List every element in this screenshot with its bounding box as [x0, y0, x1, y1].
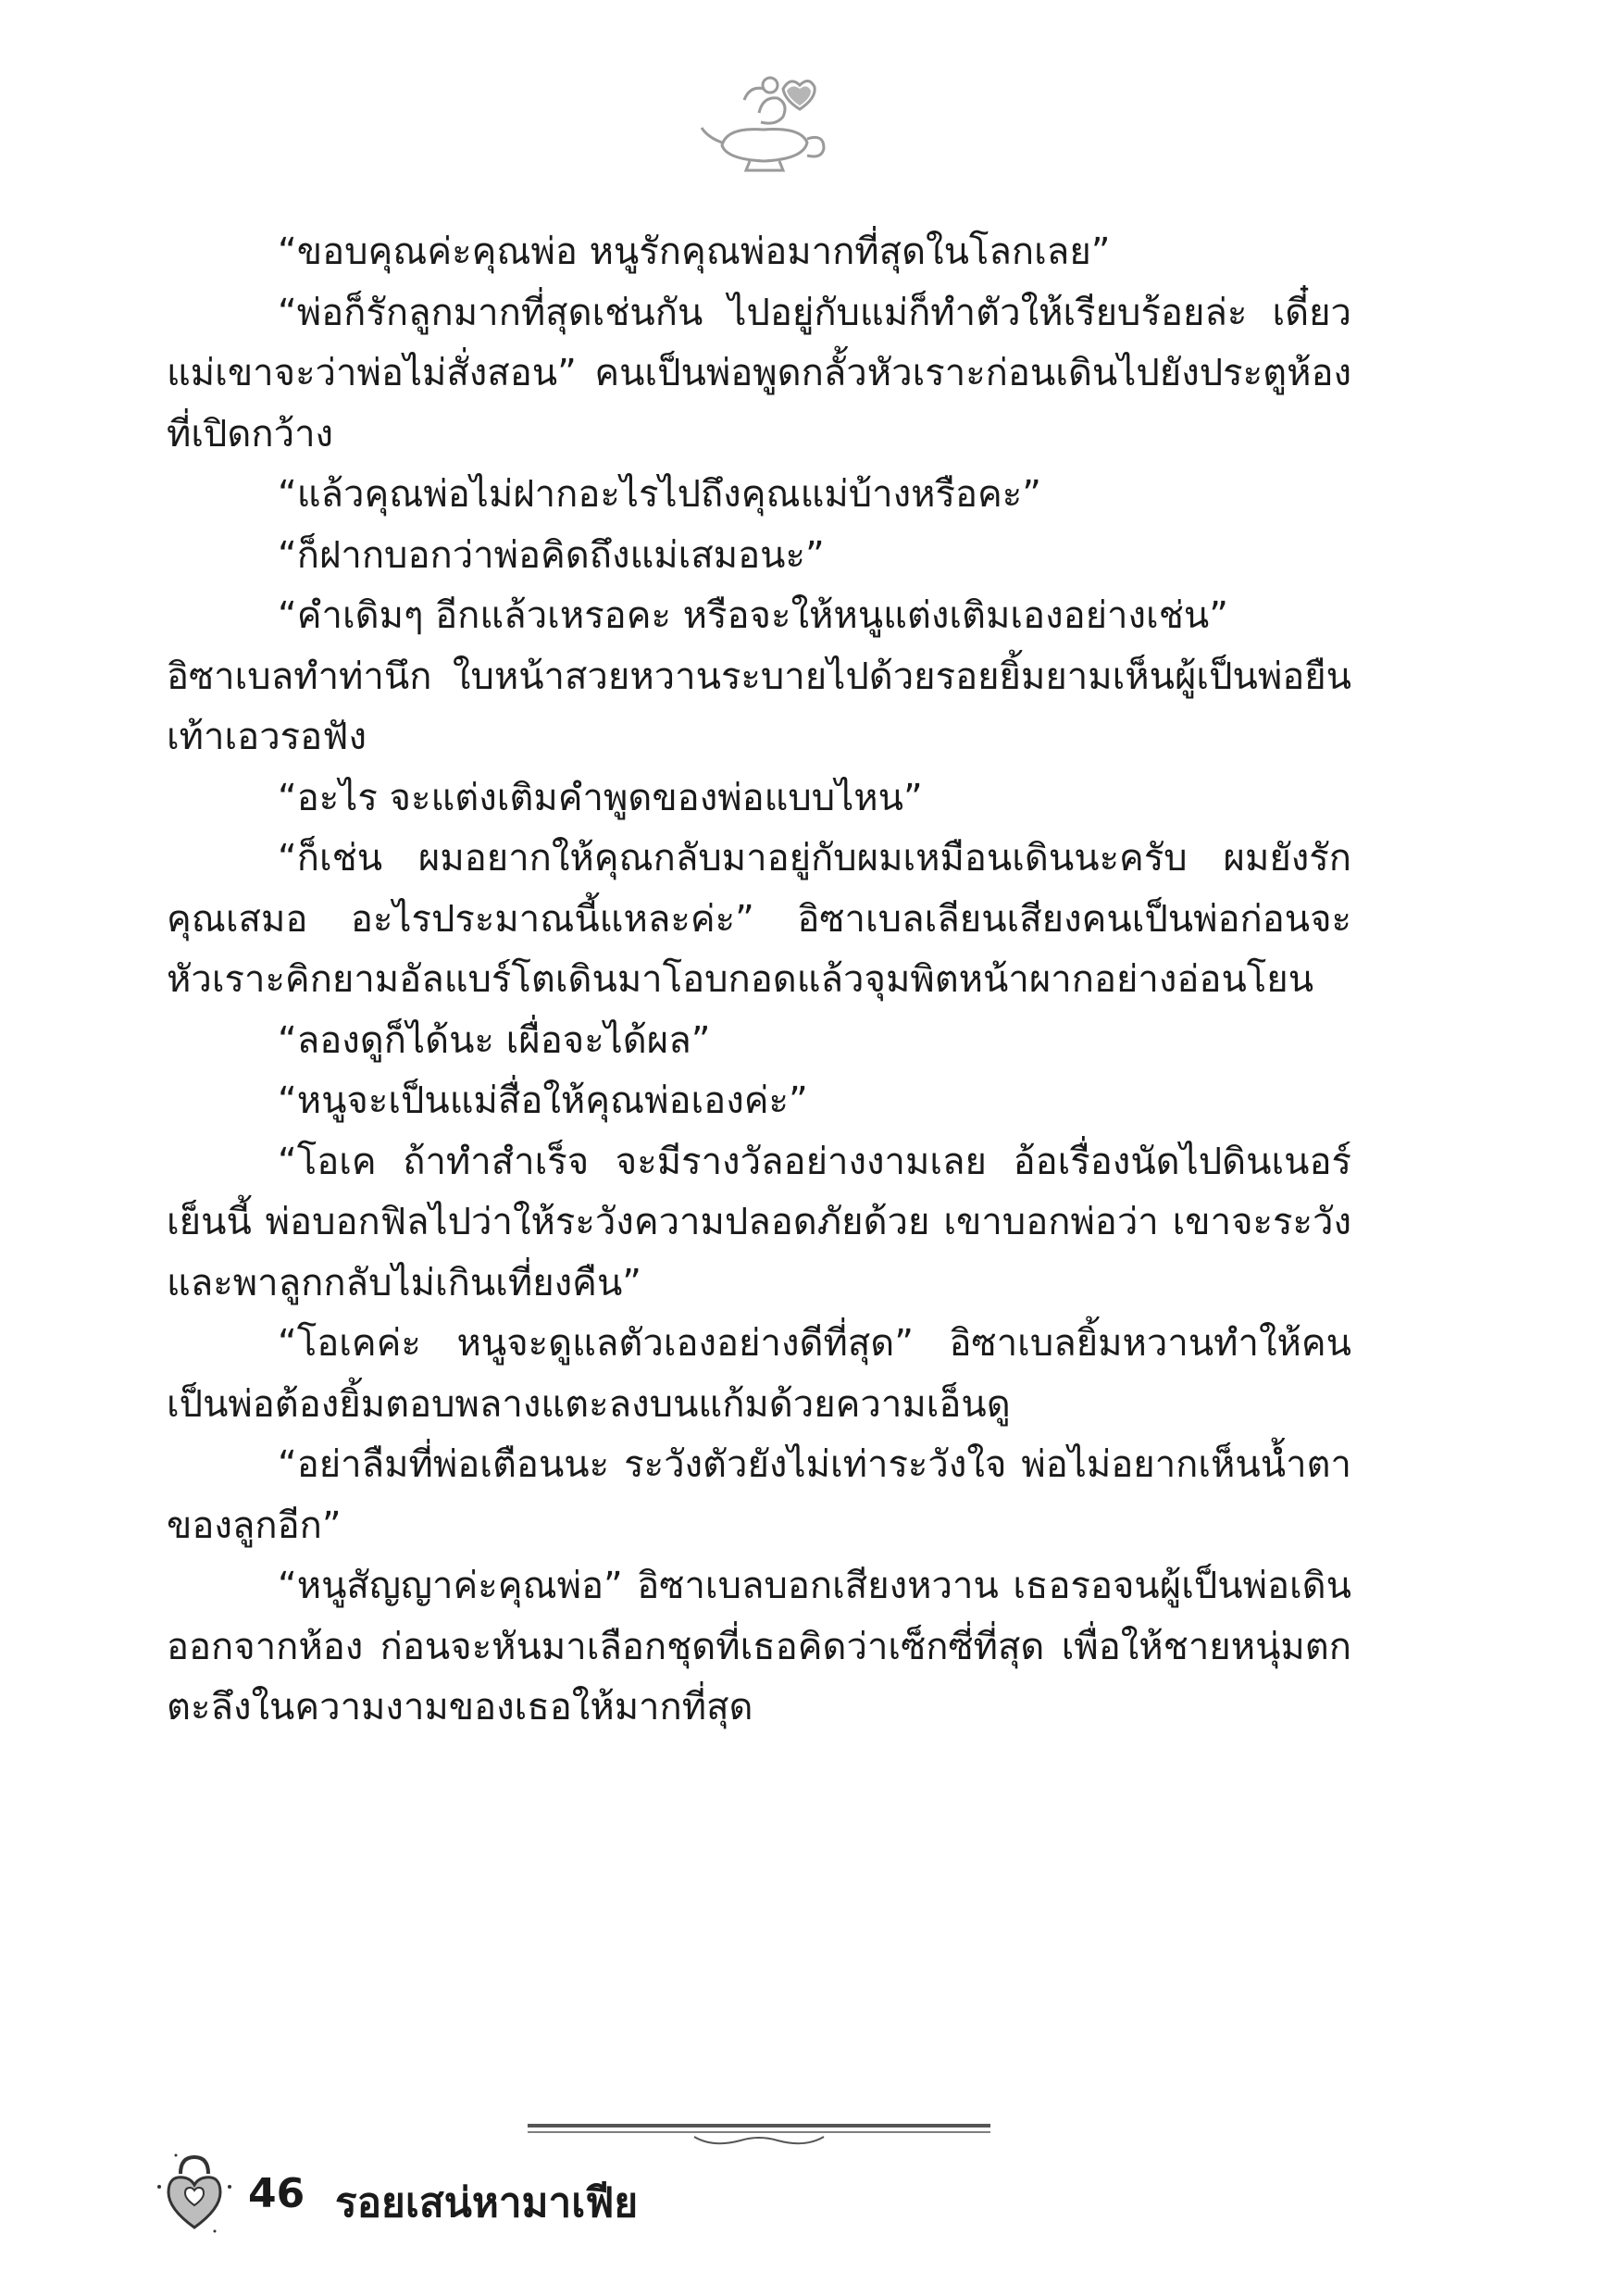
heart-lock-icon: [148, 2146, 241, 2239]
paragraph: “อะไร จะแต่งเติมคำพูดของพ่อแบบไหน”: [278, 776, 923, 819]
paragraph: “คำเดิมๆ อีกแล้วเหรอคะ หรือจะให้หนูแต่งเติมเองอย่างเช่น”: [278, 594, 1228, 637]
paragraph: “ลองดูก็ได้นะ เผื่อจะได้ผล”: [278, 1018, 711, 1062]
paragraph: “อย่าลืมที่พ่อเตือนนะ ระวังตัวยังไม่เท่าระวังใจ พ่อไม่อยากเห็นน้ำตาของลูกอีก”: [167, 1443, 1351, 1547]
footer-divider: [528, 2120, 990, 2153]
paragraph: อิซาเบลทำท่านึก ใบหน้าสวยหวานระบายไปด้วยรอยยิ้มยามเห็นผู้เป็นพ่อยืนเท้าเอวรอฟัง: [167, 655, 1351, 758]
paragraph: “แล้วคุณพ่อไม่ฝากอะไรไปถึงคุณแม่บ้างหรือคะ”: [278, 473, 1041, 516]
paragraph: “ก็ฝากบอกว่าพ่อคิดถึงแม่เสมอนะ”: [278, 533, 825, 577]
book-title: รอยเสน่หามาเฟีย: [335, 2179, 639, 2227]
paragraph: “หนูจะเป็นแม่สื่อให้คุณพ่อเองค่ะ”: [278, 1079, 808, 1122]
paragraph: “ขอบคุณค่ะคุณพ่อ หนูรักคุณพ่อมากที่สุดในโลกเลย”: [278, 231, 1111, 273]
paragraph: “โอเคค่ะ หนูจะดูแลตัวเองอย่างดีที่สุด” อิซาเบลยิ้มหวานทำให้คนเป็นพ่อต้องยิ้มตอบพลางแตะลงบนแก้มด้วยความเอ็นดู: [167, 1322, 1351, 1426]
paragraph: “หนูสัญญาค่ะคุณพ่อ” อิซาเบลบอกเสียงหวาน เธอรอจนผู้เป็นพ่อเดินออกจากห้อง ก่อนจะหันมาเลือกชุดที่เธอคิดว่าเซ็กซี่ที่สุด เพื่อให้ชายหนุ่มตกตะลึงในความงามของเธอให้มากที่สุด: [167, 1565, 1351, 1728]
paragraph: “พ่อก็รักลูกมากที่สุดเช่นกัน ไปอยู่กับแม่ก็ทำตัวให้เรียบร้อยล่ะ เดี๋ยวแม่เขาจะว่าพ่อไม่สั่งสอน” คนเป็นพ่อพูดกลั้วหัวเราะก่อนเดินไปยังประตูห้องที่เปิดกว้าง: [167, 291, 1351, 455]
paragraph: “โอเค ถ้าทำสำเร็จ จะมีรางวัลอย่างงามเลย อ้อเรื่องนัดไปดินเนอร์เย็นนี้ พ่อบอกฟิลไปว่าให้ระวังความปลอดภัยด้วย เขาบอกพ่อว่า เขาจะระวังและพาลูกกลับไม่เกินเที่ยงคืน”: [167, 1140, 1351, 1304]
cupid-teapot-ornament-icon: [694, 57, 833, 178]
paragraph: “ก็เช่น ผมอยากให้คุณกลับมาอยู่กับผมเหมือนเดินนะครับ ผมยังรักคุณเสมอ อะไรประมาณนี้แหละค่ะ” อิซาเบลเลียนเสียงคนเป็นพ่อก่อนจะหัวเราะคิกยามอัลแบร์โตเดินมาโอบกอดแล้วจุมพิตหน้าผากอย่างอ่อนโยน: [167, 837, 1351, 1001]
page-body-text: [167, 222, 1351, 1739]
page-number: 46: [248, 2170, 305, 2217]
